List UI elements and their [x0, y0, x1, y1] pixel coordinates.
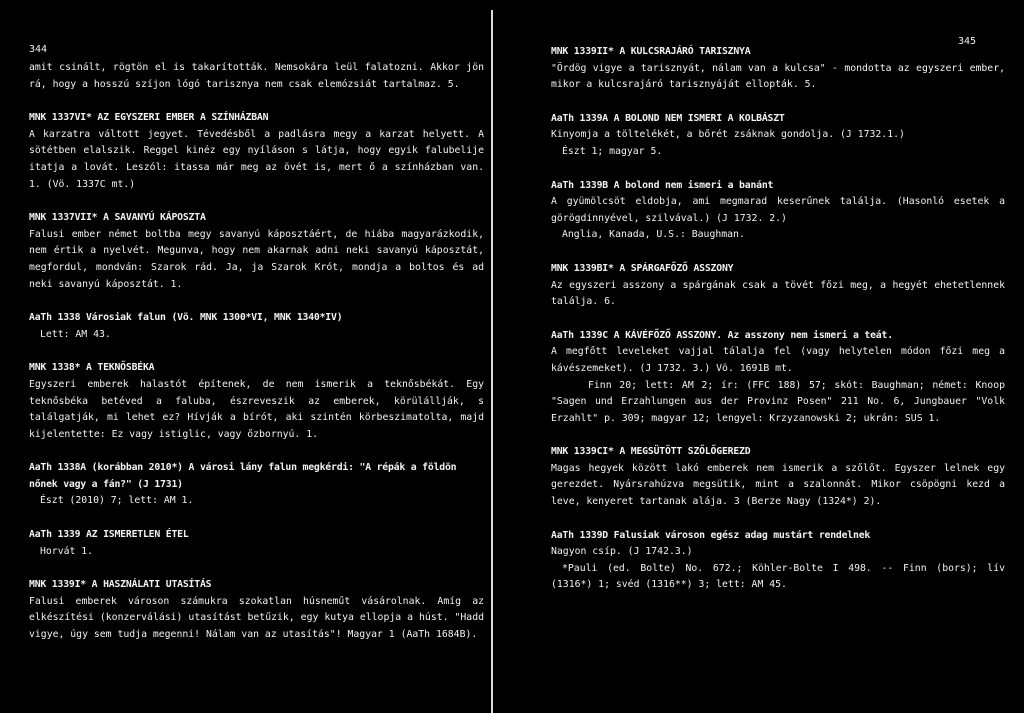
right-page: [496, 0, 1024, 713]
entry-text: Horvát 1.: [40, 545, 94, 557]
entry-text: Kinyomja a töltelékét, a bőrét zsáknak gondolja. (J 1732.1.): [551, 129, 905, 141]
entry-text: A megfőtt leveleket vajjal tálalja fel (vagy helytelen módon főzi meg a kávészemeket). (J 1732. 3.) Vö. 1691B mt.: [551, 346, 1005, 374]
entry-heading: MNK 1339I* A HASZNÁLATI UTASÍTÁS: [29, 579, 212, 591]
entry-aath-1338a: [29, 460, 484, 510]
entry-heading: MNK 1339BI* A SPÁRGAFŐZŐ ASSZONY: [551, 262, 734, 274]
entry-mnk-1339i: [29, 577, 484, 643]
entry-refs: Észt 1; magyar 5.: [562, 145, 663, 157]
entry-text: Lett: AM 43.: [40, 328, 111, 340]
entry-mnk-1339ci: [551, 444, 1005, 510]
right-page-number: 345: [958, 36, 977, 47]
entry-mnk-1337vii: [29, 210, 484, 293]
entry-heading: AaTh 1339C A KÁVÉFŐZŐ ASSZONY. Az asszony nem ismeri a teát.: [551, 329, 893, 341]
entry-text: Magas hegyek között lakó emberek nem ismerik a szőlőt. Egyszer lelnek egy gerezdet. Nyársrahúzva megsütik, mint a szalonnát. Mikor csöpögni kezd a leve, kenyeret tartanak alája. 3 (Berze Nagy (1324*) 2).: [551, 462, 1005, 508]
entry-aath-1339c: [551, 328, 1005, 428]
entry-text: Falusi ember német boltba megy savanyú káposztáért, de hiába magyarázkodik, nem értik a nyelvét. Megunva, hogy nem akarnak adni neki savanyú káposztát, megfordul, mondván: Szarok rád. Ja, ja Szarok Krót, mondja a boltos és ad neki savanyú káposztát. 1.: [29, 228, 484, 290]
entry-text: Az egyszeri asszony a spárgának csak a tövét főzi meg, a hegyét ehetetlennek találja. 6.: [551, 279, 1005, 308]
entry-mnk-1339ii: [551, 44, 1005, 94]
entry-text: A karzatra váltott jegyet. Tévedésből a padlásra megy a karzat helyett. A sötétben elalszik. Reggel kinéz egy nyíláson s látja, hogy egyik falubelije itatja a lovát. Leszól: itassa már meg az övét is, mert ő a színházban van. 1. (Vö. 1337C mt.): [29, 128, 484, 190]
entry-aath-1339b: [551, 178, 1005, 244]
entry-heading: AaTh 1339D Falusiak városon egész adag mustárt rendelnek: [551, 529, 871, 541]
entry-heading: AaTh 1339B A bolond nem ismeri a banánt: [551, 179, 774, 191]
left-intro-text: amit csinált, rögtön el is takarították. Nemsokára leül falatozni. Akkor jön rá, hogy a hosszú szíjon lógó tarisznya nem csak elemózsiát tartalmaz. 5.: [29, 62, 484, 90]
entry-mnk-1337vi: [29, 110, 484, 193]
entry-text: "Ördög vigye a tarisznyát, nálam van a kulcsa" - mondotta az egyszeri ember, mikor a kulcsrajáró tarisznyáját ellopták. 5.: [551, 62, 1005, 91]
entry-mnk-1338: [29, 360, 484, 443]
entry-text: A gyümölcsöt eldobja, ami megmarad keserűnek találja. (Hasonló esetek a görögdinnyével, szilvával.) (J 1732. 2.): [551, 196, 1005, 224]
entry-heading: MNK 1339CI* A MEGSÜTÖTT SZŐLŐGEREZD: [551, 446, 751, 458]
entry-text: Falusi emberek városon számukra szokatlan húsneműt vásárolnak. Amíg az elkészítési (konzerválási) utasítást betűzik, egy kutya ellopja a húst. "Hadd vigye, úgy sem tudja megenni! Nálam van az utasítás"! Magyar 1 (AaTh 1684B).: [29, 595, 484, 641]
left-column: [29, 60, 484, 661]
entry-heading: AaTh 1339 AZ ISMERETLEN ÉTEL: [29, 529, 189, 541]
entry-aath-1339: [29, 527, 484, 560]
book-spine-divider: [491, 10, 493, 713]
entry-text: Észt (2010) 7; lett: AM 1.: [40, 495, 194, 507]
entry-refs: *Pauli (ed. Bolte) No. 672.; Köhler-Bolte I 498. -- Finn (bors); lív (1316*) 1; svéd (1316**) 3; lett: AM 45.: [551, 562, 1005, 591]
entry-mnk-1339bi: [551, 261, 1005, 311]
entry-text: Nagyon csíp. (J 1742.3.): [551, 546, 693, 558]
left-page: [0, 0, 492, 713]
entry-aath-1339d: [551, 528, 1005, 594]
left-page-number: 344: [29, 44, 48, 55]
entry-heading: AaTh 1338 Városiak falun (Vö. MNK 1300*VI, MNK 1340*IV): [29, 312, 343, 324]
entry-heading: MNK 1339II* A KULCSRAJÁRÓ TARISZNYA: [551, 46, 751, 57]
entry-heading: MNK 1338* A TEKNŐSBÉKA: [29, 362, 155, 374]
entry-heading: MNK 1337VII* A SAVANYÚ KÁPOSZTA: [29, 212, 206, 224]
entry-text: Egyszeri emberek halastót építenek, de nem ismerik a teknősbékát. Egy teknősbéka betéved a faluba, észreveszik az emberek, körülállják, s találgatják, mi lehet ez? Hívják a bírót, aki szintén körbeszimatolta, majd kijelentette: Ez vagy istiglic, vagy őzbornyú. 1.: [29, 378, 484, 440]
entry-heading: AaTh 1339A A BOLOND NEM ISMERI A KOLBÁSZT: [551, 112, 785, 124]
right-column: [551, 44, 1005, 611]
entry-refs: Anglia, Kanada, U.S.: Baughman.: [562, 229, 745, 241]
entry-aath-1339a: [551, 111, 1005, 161]
entry-refs: Finn 20; lett: AM 2; ír: (FFC 188) 57; skót: Baughman; német: Knoop "Sagen und Erzahlungen aus der Provinz Posen" 211 No. 6, Jungbauer "Volk Erzahlt" p. 309; magyar 12; lengyel: Krzyzanowski 2; ukrán: SUS 1.: [551, 379, 1005, 424]
entry-heading: AaTh 1338A (korábban 2010*) A városi lány falun megkérdi: "A répák a földön nőnek vagy a fán?" (J 1731): [29, 462, 457, 490]
entry-aath-1338: [29, 310, 484, 343]
entry-heading: MNK 1337VI* AZ EGYSZERI EMBER A SZÍNHÁZBAN: [29, 112, 269, 124]
